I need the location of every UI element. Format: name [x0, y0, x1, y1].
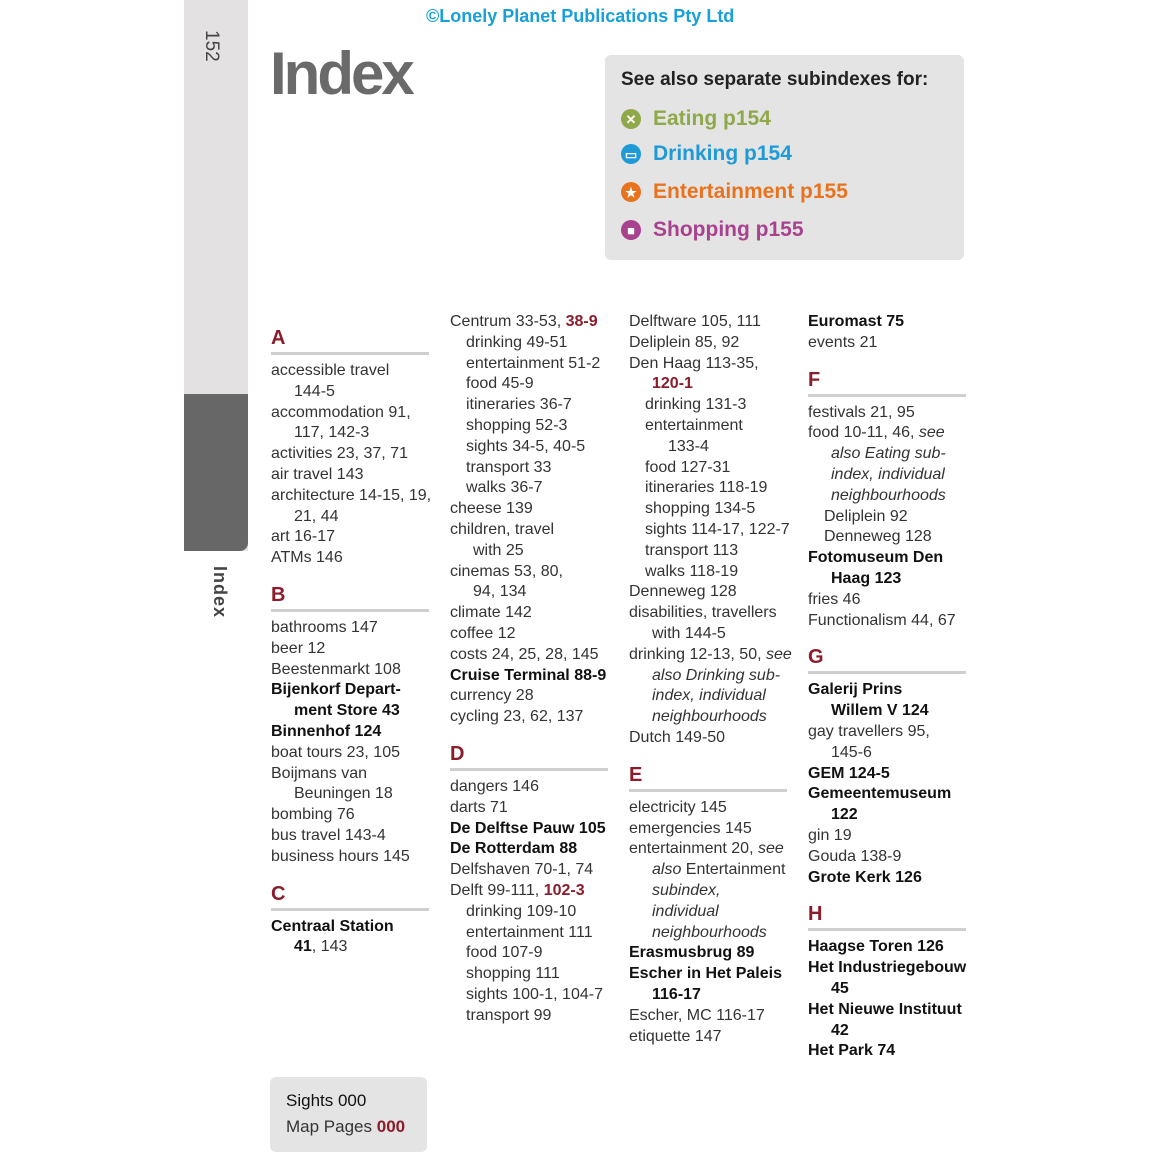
- index-entry[interactable]: 122: [831, 806, 858, 824]
- index-column-1: [271, 312, 432, 958]
- index-entry[interactable]: children, travel: [450, 520, 555, 538]
- index-entry[interactable]: Beuningen 18: [294, 785, 393, 803]
- index-entry[interactable]: Denneweg 128: [824, 528, 932, 546]
- index-entry[interactable]: index, individual: [652, 687, 766, 705]
- index-column-2: [450, 312, 608, 1027]
- index-entry[interactable]: Euromast 75: [808, 313, 905, 330]
- index-entry[interactable]: Het Industriegebouw: [808, 959, 967, 977]
- shopping-icon: ■: [621, 220, 641, 240]
- entertainment-icon: ★: [621, 182, 641, 202]
- index-entry[interactable]: De Delftse Pauw 105: [450, 819, 606, 837]
- index-entry[interactable]: 120-1: [652, 375, 693, 393]
- index-entry[interactable]: architecture 14-15, 19,: [271, 486, 432, 504]
- index-entry[interactable]: Haag 123: [831, 569, 902, 587]
- sidebar-tab-marker: [184, 394, 248, 551]
- index-entry[interactable]: currency 28: [450, 687, 534, 705]
- index-entry[interactable]: business hours 145: [271, 847, 410, 865]
- index-entry[interactable]: sights 114-17, 122-7: [645, 520, 790, 538]
- index-entry[interactable]: neighbourhoods: [652, 708, 767, 726]
- index-entry[interactable]: activities 23, 37, 71: [271, 445, 408, 463]
- index-entry[interactable]: entertainment 51-2: [466, 354, 601, 372]
- index-entry[interactable]: 117, 142-3: [294, 424, 370, 442]
- index-entry[interactable]: ATMs 146: [271, 549, 343, 567]
- index-entry[interactable]: beer 12: [271, 639, 326, 657]
- section-letter-g: G: [808, 641, 966, 674]
- index-entry[interactable]: art 16-17: [271, 528, 336, 546]
- index-entry[interactable]: ment Store 43: [294, 702, 400, 720]
- section-letter-e: E: [629, 759, 787, 792]
- index-entry[interactable]: gay travellers 95,: [808, 722, 930, 740]
- index-entry[interactable]: Dutch 149-50: [629, 728, 726, 746]
- index-entry[interactable]: Beestenmarkt 108: [271, 660, 401, 678]
- index-entry[interactable]: Den Haag 113-35,: [629, 354, 759, 372]
- index-entry[interactable]: Gemeentemuseum: [808, 785, 952, 803]
- index-entry[interactable]: also Drinking sub-: [652, 666, 781, 684]
- index-entry[interactable]: 41, 143: [294, 938, 348, 956]
- index-entry[interactable]: accommodation 91,: [271, 403, 411, 421]
- index-entry[interactable]: Delft 99-111, 102-3: [450, 881, 585, 899]
- index-entry[interactable]: Galerij Prins: [808, 681, 903, 699]
- index-entry[interactable]: sights 100-1, 104-7: [466, 985, 603, 1003]
- subindex-label: Drinking p154: [653, 142, 792, 165]
- index-entry[interactable]: events 21: [808, 333, 878, 351]
- index-entry[interactable]: with 144-5: [652, 624, 726, 642]
- index-entry[interactable]: 144-5: [294, 382, 335, 400]
- index-entry[interactable]: Deliplein 85, 92: [629, 333, 740, 351]
- index-entry[interactable]: emergencies 145: [629, 819, 752, 837]
- index-entry[interactable]: disabilities, travellers: [629, 604, 777, 622]
- index-entry[interactable]: cheese 139: [450, 500, 533, 518]
- section-letter-b: B: [271, 579, 429, 612]
- index-entry[interactable]: darts 71: [450, 798, 508, 816]
- index-entry[interactable]: 133-4: [668, 437, 709, 455]
- index-entry[interactable]: 42: [831, 1021, 849, 1039]
- index-entry[interactable]: Haagse Toren 126: [808, 938, 944, 956]
- index-entry[interactable]: fries 46: [808, 590, 861, 608]
- subindex-box: [605, 55, 964, 260]
- section-letter-h: H: [808, 898, 966, 931]
- index-entry[interactable]: etiquette 147: [629, 1027, 722, 1045]
- index-entry[interactable]: gin 19: [808, 826, 852, 844]
- index-entry[interactable]: drinking 12-13, 50, see: [629, 645, 792, 663]
- index-entry[interactable]: transport 99: [466, 1006, 552, 1024]
- index-entry[interactable]: subindex,: [652, 881, 721, 899]
- index-entry[interactable]: bathrooms 147: [271, 618, 378, 636]
- index-entry[interactable]: boat tours 23, 105: [271, 743, 400, 761]
- index-entry[interactable]: climate 142: [450, 604, 532, 622]
- index-entry[interactable]: Grote Kerk 126: [808, 868, 922, 886]
- index-entry[interactable]: also Eating sub-: [831, 445, 946, 463]
- index-entry[interactable]: sights 34-5, 40-5: [466, 437, 586, 455]
- section-letter-a: A: [271, 322, 429, 355]
- subindex-item-drinking[interactable]: [621, 142, 792, 166]
- index-entry[interactable]: Escher, MC 116-17: [629, 1006, 765, 1024]
- index-entry[interactable]: costs 24, 25, 28, 145: [450, 645, 599, 663]
- index-entry[interactable]: transport 113: [645, 541, 739, 559]
- index-entry[interactable]: Het Park 74: [808, 1042, 896, 1060]
- index-entry[interactable]: individual: [652, 902, 719, 920]
- index-entry[interactable]: food 45-9: [466, 375, 534, 393]
- index-entry[interactable]: Binnenhof 124: [271, 722, 382, 740]
- legend-map-pages: Map Pages 000: [286, 1117, 406, 1136]
- subindex-item-entertainment[interactable]: [621, 180, 848, 204]
- index-entry[interactable]: shopping 111: [466, 965, 560, 983]
- index-entry[interactable]: bus travel 143-4: [271, 826, 386, 844]
- index-column-4: [808, 312, 966, 1062]
- index-entry[interactable]: food 127-31: [645, 458, 731, 476]
- index-entry[interactable]: 94, 134: [473, 583, 527, 601]
- section-letter-c: C: [271, 878, 429, 911]
- index-entry[interactable]: transport 33: [466, 458, 552, 476]
- index-entry[interactable]: Het Nieuwe Instituut: [808, 1000, 962, 1018]
- index-entry[interactable]: Denneweg 128: [629, 583, 737, 601]
- index-entry[interactable]: Functionalism 44, 67: [808, 611, 956, 629]
- index-entry[interactable]: Escher in Het Paleis: [629, 965, 782, 983]
- index-entry[interactable]: index, individual: [831, 465, 945, 483]
- section-letter-d: D: [450, 738, 608, 771]
- subindex-label: Shopping p155: [653, 218, 804, 241]
- index-entry[interactable]: accessible travel: [271, 362, 390, 379]
- section-letter-f: F: [808, 364, 966, 397]
- index-entry[interactable]: shopping 52-3: [466, 416, 568, 434]
- index-entry[interactable]: drinking 49-51: [466, 333, 568, 351]
- index-entry[interactable]: also Entertainment: [652, 861, 786, 879]
- index-entry[interactable]: 45: [831, 979, 849, 997]
- index-entry[interactable]: entertainment 111: [466, 923, 593, 941]
- index-entry[interactable]: Boijmans van: [271, 764, 368, 782]
- page-number: 152: [201, 30, 222, 62]
- index-entry[interactable]: neighbourhoods: [831, 486, 946, 504]
- index-entry[interactable]: coffee 12: [450, 624, 516, 642]
- eating-icon: ✕: [621, 109, 641, 129]
- index-entry[interactable]: Centrum 33-53, 38-9: [450, 313, 598, 330]
- index-entry[interactable]: electricity 145: [629, 798, 727, 816]
- legend-sights: Sights 000: [286, 1091, 367, 1110]
- index-entry[interactable]: Gouda 138-9: [808, 847, 902, 865]
- index-entry[interactable]: cinemas 53, 80,: [450, 562, 563, 580]
- subindex-item-shopping[interactable]: [621, 218, 804, 242]
- index-entry[interactable]: Centraal Station: [271, 917, 394, 935]
- index-entry[interactable]: bombing 76: [271, 806, 355, 824]
- index-entry[interactable]: De Rotterdam 88: [450, 840, 578, 858]
- index-entry[interactable]: 21, 44: [294, 507, 339, 525]
- index-entry[interactable]: drinking 109-10: [466, 902, 577, 920]
- copyright-notice: ©Lonely Planet Publications Pty Ltd: [426, 6, 735, 26]
- index-entry[interactable]: cycling 23, 62, 137: [450, 708, 584, 726]
- index-entry[interactable]: shopping 134-5: [645, 500, 756, 518]
- index-entry[interactable]: walks 118-19: [645, 562, 739, 580]
- index-entry[interactable]: dangers 146: [450, 777, 539, 795]
- index-entry[interactable]: Delfshaven 70-1, 74: [450, 861, 594, 879]
- index-entry[interactable]: Delftware 105, 111: [629, 313, 761, 330]
- index-entry[interactable]: Bijenkorf Depart-: [271, 681, 401, 699]
- index-entry[interactable]: neighbourhoods: [652, 923, 767, 941]
- index-entry[interactable]: itineraries 36-7: [466, 396, 572, 414]
- index-entry[interactable]: Erasmusbrug 89: [629, 944, 755, 962]
- index-entry[interactable]: entertainment 20, see: [629, 840, 784, 858]
- map-legend: [270, 1077, 427, 1152]
- subindex-heading: See also separate subindexes for:: [621, 69, 929, 90]
- subindex-item-eating[interactable]: [621, 107, 771, 131]
- index-entry[interactable]: air travel 143: [271, 465, 364, 483]
- index-entry[interactable]: with 25: [473, 541, 524, 559]
- index-entry[interactable]: entertainment: [645, 416, 743, 434]
- index-entry[interactable]: Deliplein 92: [824, 507, 908, 525]
- subindex-label: Entertainment p155: [653, 180, 848, 203]
- index-entry[interactable]: festivals 21, 95: [808, 403, 915, 421]
- index-column-3: [629, 312, 792, 1047]
- index-entry[interactable]: Fotomuseum Den: [808, 549, 944, 567]
- index-entry[interactable]: Willem V 124: [831, 702, 929, 720]
- index-entry[interactable]: Cruise Terminal 88-9: [450, 666, 607, 684]
- sidebar-section-label: Index: [210, 566, 230, 619]
- index-entry[interactable]: 145-6: [831, 743, 872, 761]
- index-entry[interactable]: 116-17: [652, 985, 701, 1003]
- index-entry[interactable]: itineraries 118-19: [645, 479, 768, 497]
- drinking-icon: ▭: [621, 144, 641, 164]
- index-entry[interactable]: food 10-11, 46, see: [808, 424, 945, 442]
- index-entry[interactable]: GEM 124-5: [808, 764, 890, 782]
- index-entry[interactable]: food 107-9: [466, 944, 543, 962]
- index-entry[interactable]: drinking 131-3: [645, 396, 747, 414]
- subindex-label: Eating p154: [653, 107, 771, 130]
- index-entry[interactable]: walks 36-7: [466, 479, 543, 497]
- page-title: Index: [270, 40, 412, 107]
